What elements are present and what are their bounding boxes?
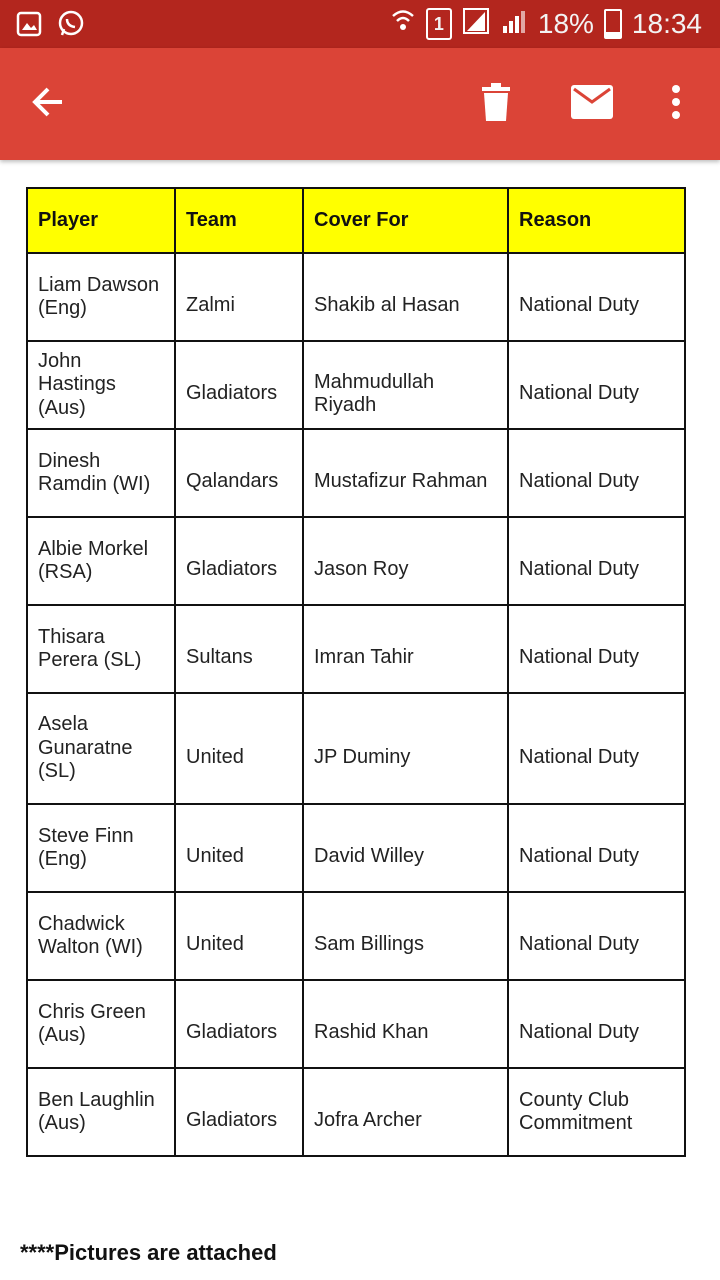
mail-icon [571, 85, 613, 124]
table-row [27, 429, 685, 517]
cell-reason: National Duty [508, 892, 685, 980]
table-row [27, 341, 685, 429]
header-reason: Reason [508, 188, 685, 253]
cell-team: United [175, 693, 303, 804]
cell-team: Qalandars [175, 429, 303, 517]
table-row [27, 804, 685, 892]
cell-cover-for: JP Duminy [303, 693, 508, 804]
cell-reason: National Duty [508, 605, 685, 693]
cell-cover-for: Jofra Archer [303, 1068, 508, 1156]
player-cover-table [26, 187, 686, 1157]
cell-reason: National Duty [508, 980, 685, 1068]
wifi-icon [390, 6, 416, 43]
cell-player: Asela Gunaratne (SL) [27, 693, 175, 804]
cell-team: Gladiators [175, 517, 303, 605]
header-player: Player [27, 188, 175, 253]
cell-cover-for: Mahmudullah Riyadh [303, 341, 508, 429]
cell-cover-for: Sam Billings [303, 892, 508, 980]
cell-team: Gladiators [175, 1068, 303, 1156]
header-cover-for: Cover For [303, 188, 508, 253]
cell-team: United [175, 892, 303, 980]
cell-cover-for: Shakib al Hasan [303, 253, 508, 341]
cell-reason: National Duty [508, 804, 685, 892]
table-row [27, 693, 685, 804]
more-options-button[interactable] [652, 48, 700, 160]
cell-player: John Hastings (Aus) [27, 341, 175, 429]
back-arrow-icon [30, 84, 66, 125]
back-button[interactable] [20, 48, 76, 160]
app-toolbar [0, 48, 720, 160]
cell-team: United [175, 804, 303, 892]
signal-icon [500, 6, 528, 43]
table-row [27, 1068, 685, 1156]
gallery-icon [16, 8, 42, 43]
table-row [27, 517, 685, 605]
whatsapp-icon [56, 8, 86, 43]
clock: 18:34 [631, 8, 702, 39]
cell-cover-for: David Willey [303, 804, 508, 892]
delete-button[interactable] [466, 48, 526, 160]
cell-cover-for: Mustafizur Rahman [303, 429, 508, 517]
sim-icon: 1 [426, 8, 452, 40]
cell-reason: National Duty [508, 517, 685, 605]
cell-player: Steve Finn (Eng) [27, 804, 175, 892]
cell-team: Gladiators [175, 980, 303, 1068]
header-team: Team [175, 188, 303, 253]
table-row [27, 980, 685, 1068]
battery-icon [604, 9, 622, 39]
cell-player: Chris Green (Aus) [27, 980, 175, 1068]
cell-team: Sultans [175, 605, 303, 693]
table-header-row [27, 188, 685, 253]
cell-reason: National Duty [508, 341, 685, 429]
cell-cover-for: Imran Tahir [303, 605, 508, 693]
cell-team: Zalmi [175, 253, 303, 341]
table-row [27, 892, 685, 980]
cell-reason: National Duty [508, 253, 685, 341]
cell-player: Thisara Perera (SL) [27, 605, 175, 693]
signal-icon [462, 6, 490, 43]
more-vert-icon [671, 84, 681, 125]
cell-player: Albie Morkel (RSA) [27, 517, 175, 605]
cell-team: Gladiators [175, 341, 303, 429]
cell-player: Ben Laughlin (Aus) [27, 1068, 175, 1156]
cell-player: Chadwick Walton (WI) [27, 892, 175, 980]
footer-note: ****Pictures are attached [20, 1240, 277, 1265]
status-bar [0, 0, 720, 48]
table-row [27, 253, 685, 341]
table-row [27, 605, 685, 693]
cell-player: Dinesh Ramdin (WI) [27, 429, 175, 517]
cell-cover-for: Jason Roy [303, 517, 508, 605]
cell-cover-for: Rashid Khan [303, 980, 508, 1068]
cell-reason: National Duty [508, 429, 685, 517]
cell-player: Liam Dawson (Eng) [27, 253, 175, 341]
cell-reason: National Duty [508, 693, 685, 804]
mail-button[interactable] [562, 48, 622, 160]
battery-percent: 18% [537, 8, 594, 39]
cell-reason: County Club Commitment [508, 1068, 685, 1156]
delete-icon [481, 83, 511, 126]
